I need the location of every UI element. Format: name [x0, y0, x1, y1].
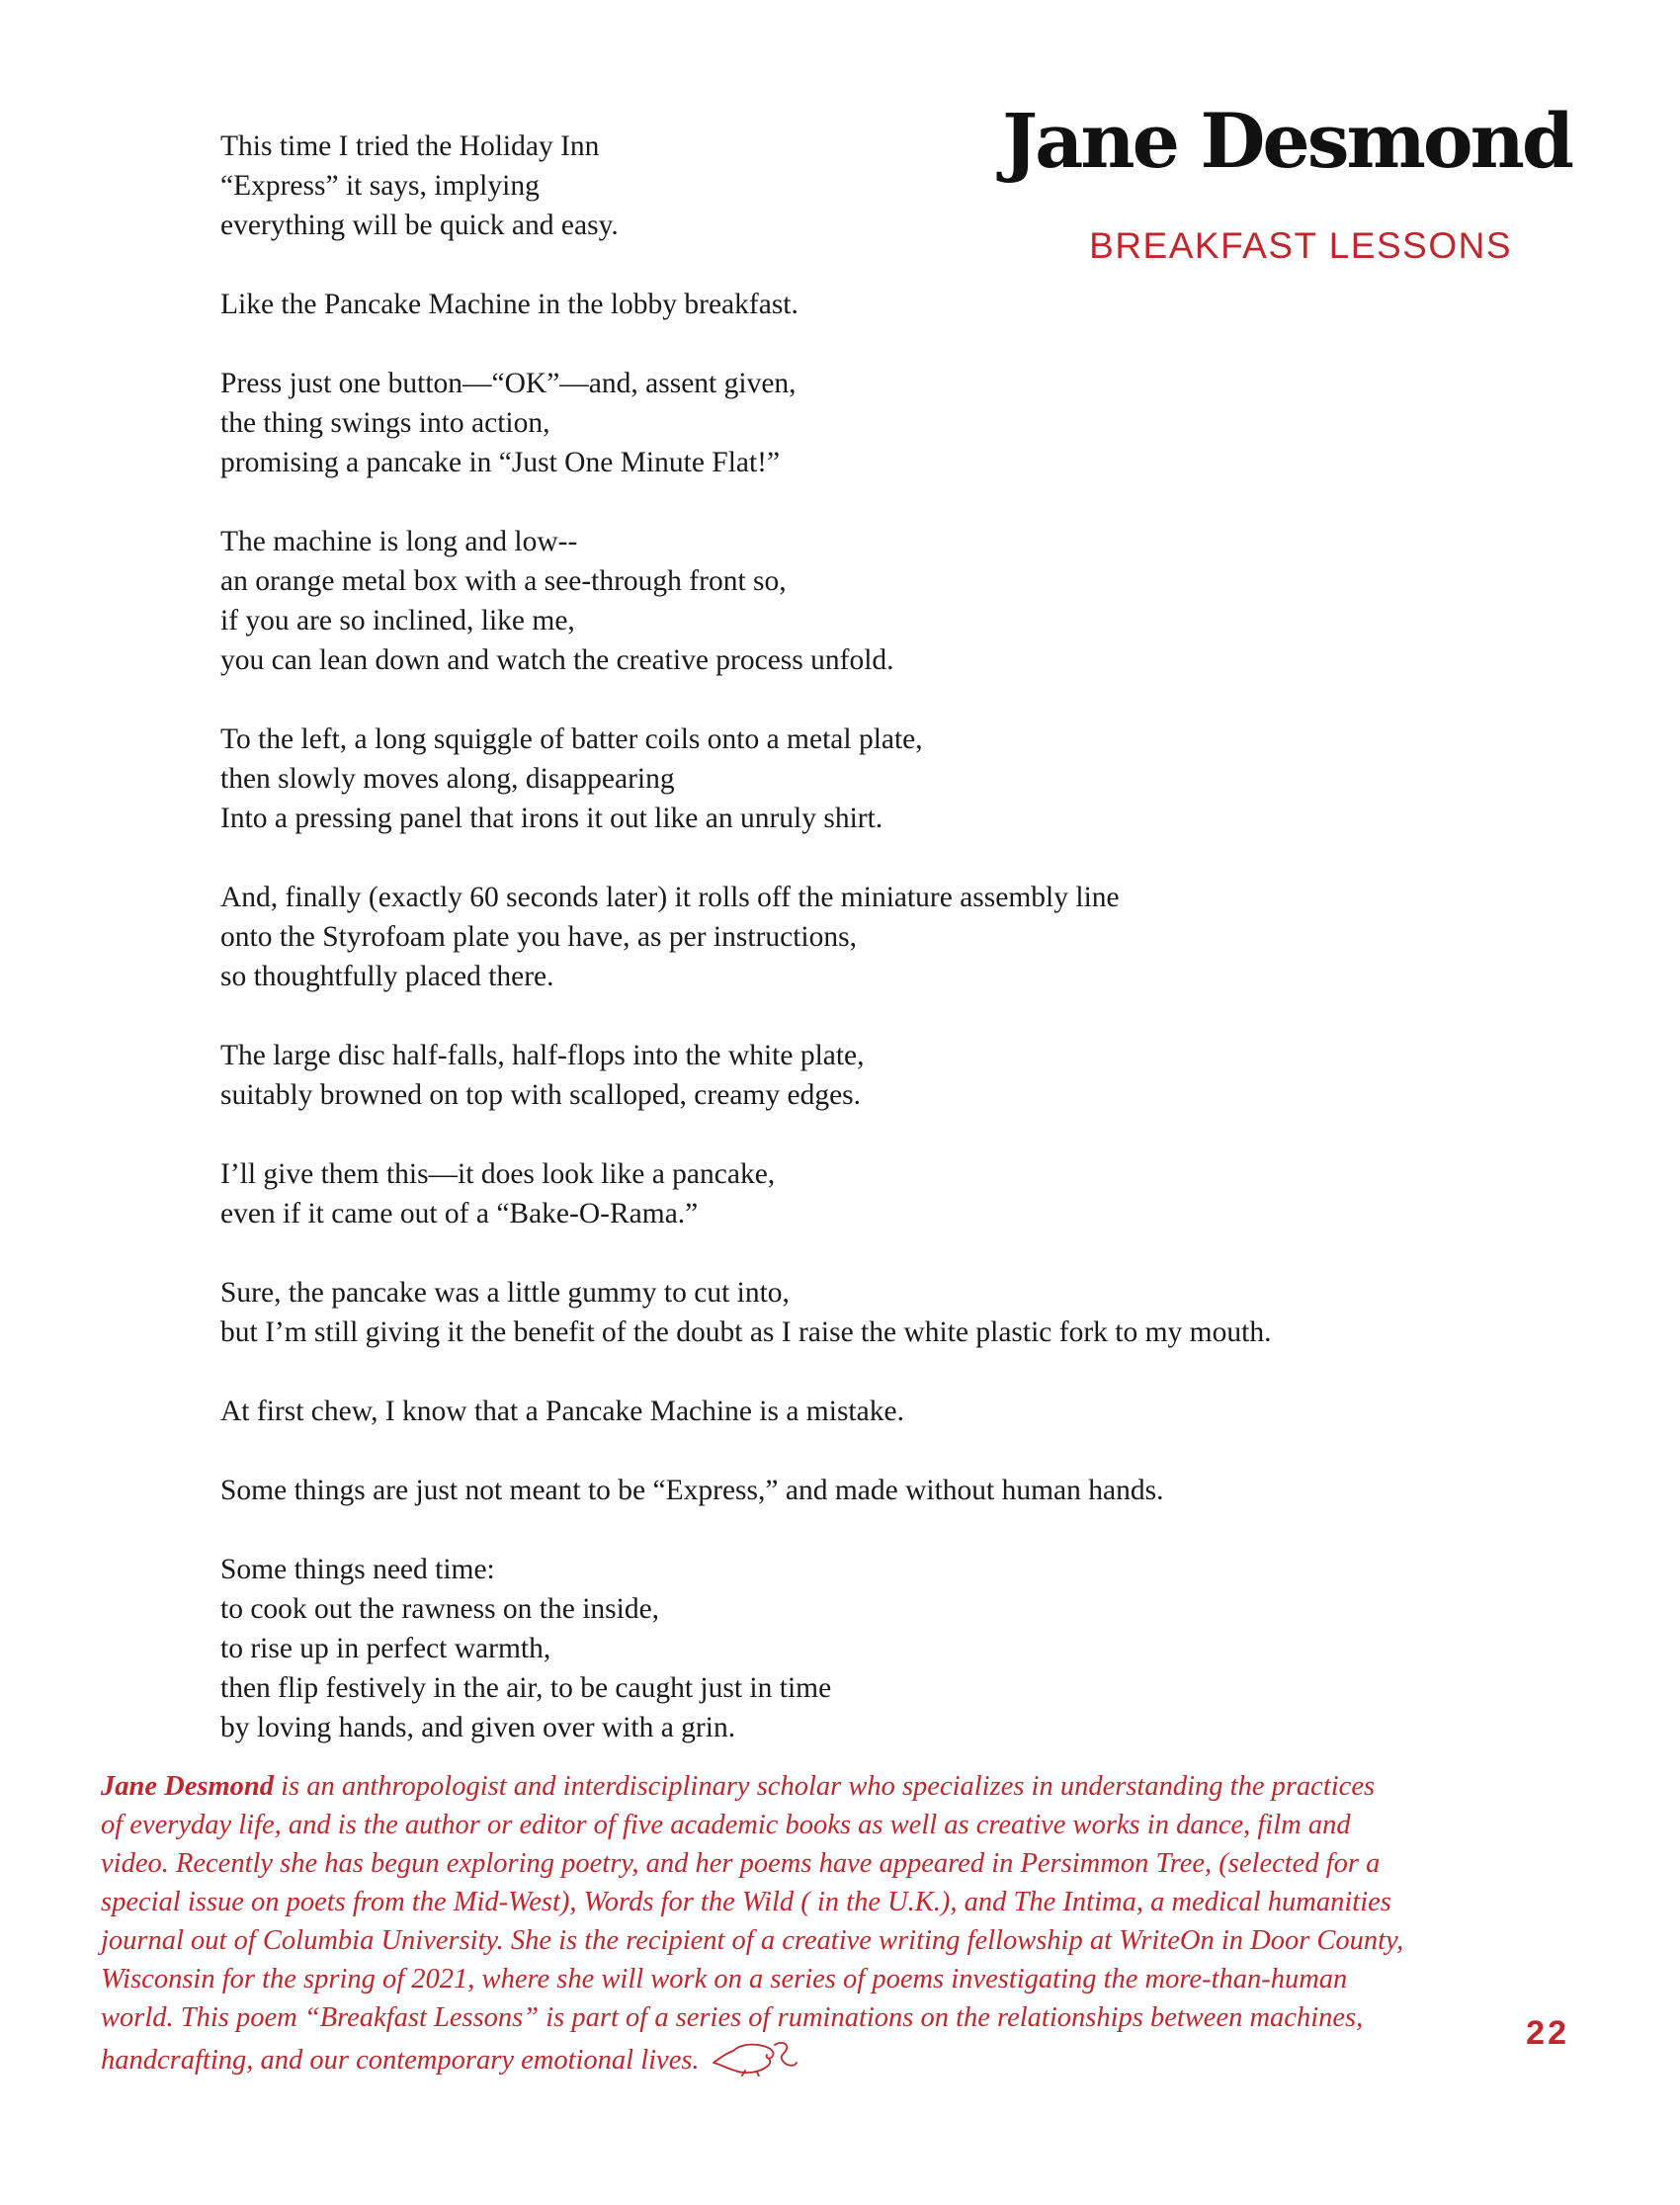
poem-stanza — [220, 522, 1485, 680]
poem-line: but I’m still giving it the benefit of the doubt as I raise the white plastic fork to my mouth. — [220, 1316, 1272, 1348]
poem-line: “Express” it says, implying — [220, 170, 540, 202]
poem-stanza — [220, 1471, 1485, 1510]
bio-line: of everyday life, and is the author or editor of five academic books as well as creative works in dance, film and — [101, 1810, 1351, 1840]
poem-line: To the left, a long squiggle of batter coils onto a metal plate, — [220, 723, 923, 755]
poem-stanza — [220, 285, 1485, 324]
poem-stanza — [220, 878, 1485, 996]
poem-stanza — [220, 1154, 1485, 1233]
bio-line: journal out of Columbia University. She is the recipient of a creative writing fellowship at WriteOn in Door County, — [101, 1925, 1404, 1956]
poem-line: Like the Pancake Machine in the lobby breakfast. — [220, 289, 798, 320]
poem-line: if you are so inclined, like me, — [220, 605, 575, 636]
poem-line: then slowly moves along, disappearing — [220, 763, 675, 795]
bio-line: special issue on poets from the Mid-West), Words for the Wild ( in the U.K.), and The Intima, a medical humanities — [101, 1887, 1391, 1917]
poem-line: At first chew, I know that a Pancake Machine is a mistake. — [220, 1396, 904, 1427]
poem-line: Into a pressing panel that irons it out like an unruly shirt. — [220, 803, 883, 834]
poem-line: promising a pancake in “Just One Minute Flat!” — [220, 447, 781, 478]
poem-stanza — [220, 127, 1485, 245]
poem-stanza — [220, 720, 1485, 838]
poem-stanza — [220, 1392, 1485, 1431]
poem-line: then flip festively in the air, to be caught just in time — [220, 1672, 832, 1704]
bio-line: video. Recently she has begun exploring poetry, and her poems have appeared in Persimmon Tree, (selected for a — [101, 1848, 1381, 1879]
poem-line: an orange metal box with a see-through front so, — [220, 565, 787, 597]
poem-stanza — [220, 1550, 1485, 1747]
poem-line: Some things are just not meant to be “Express,” and made without human hands. — [220, 1475, 1164, 1506]
poem-line: suitably browned on top with scalloped, creamy edges. — [220, 1079, 862, 1111]
poem-body — [220, 127, 1485, 1787]
bio-last-line-text: handcrafting, and our contemporary emotional lives. — [101, 2045, 700, 2077]
poem-line: the thing swings into action, — [220, 407, 550, 439]
page-number: 22 — [1526, 2014, 1569, 2052]
poem-line: Sure, the pancake was a little gummy to cut into, — [220, 1277, 790, 1309]
poem-line: you can lean down and watch the creative process unfold. — [220, 644, 894, 676]
author-bio — [101, 1767, 1544, 2076]
poem-line: so thoughtfully placed there. — [220, 961, 554, 992]
poem-line: I’ll give them this—it does look like a pancake, — [220, 1158, 776, 1190]
bio-line — [101, 2037, 1544, 2076]
poem-line: to rise up in perfect warmth, — [220, 1633, 551, 1664]
poem-stanza — [220, 1036, 1485, 1115]
bio-first-line-text: is an anthropologist and interdisciplinary scholar who specializes in understanding the practices — [273, 1771, 1376, 1802]
poem-line: everything will be quick and easy. — [220, 210, 619, 241]
bio-line: world. This poem “Breakfast Lessons” is part of a series of ruminations on the relationships between machines, — [101, 2002, 1364, 2033]
poem-line: onto the Styrofoam plate you have, as per instructions, — [220, 921, 857, 953]
poem-stanza — [220, 364, 1485, 482]
author-name: Jane Desmond — [1002, 97, 1571, 185]
poem-line: Press just one button—“OK”—and, assent given, — [220, 368, 797, 399]
poem-line: even if it came out of a “Bake-O-Rama.” — [220, 1198, 699, 1230]
bio-line — [101, 1767, 1544, 1806]
poem-title: BREAKFAST LESSONS — [1089, 225, 1512, 266]
poem-stanza — [220, 1273, 1485, 1352]
poem-line: And, finally (exactly 60 seconds later) it rolls off the miniature assembly line — [220, 882, 1120, 913]
squiggle-end-mark-icon — [710, 2037, 804, 2087]
poem-line: by loving hands, and given over with a grin. — [220, 1712, 736, 1743]
poem-line: to cook out the rawness on the inside, — [220, 1593, 660, 1625]
poem-line: This time I tried the Holiday Inn — [220, 130, 600, 162]
poem-line: The large disc half-falls, half-flops into the white plate, — [220, 1040, 865, 1071]
bio-author-name: Jane Desmond — [101, 1771, 274, 1802]
poem-line: Some things need time: — [220, 1554, 495, 1585]
bio-line: Wisconsin for the spring of 2021, where she will work on a series of poems investigating the more-than-human — [101, 1964, 1348, 1994]
poem-line: The machine is long and low-- — [220, 526, 578, 557]
